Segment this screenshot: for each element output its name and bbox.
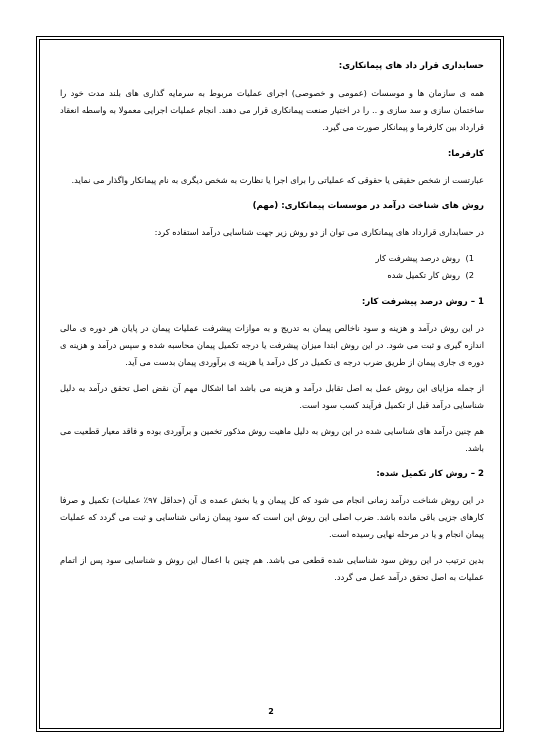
paragraph-percent-complete-1: در این روش درآمد و هزینه و سود ناخالص پیمان به تدریج و به موازات پیشرفت عملیات پیمان در پایان هر دوره ی مالی اندازه گیری و ثبت می شود. در این روش ابتدا میزان پیشرفت یا درجه تکمیل پیمان محاسبه شده و سپس درآمد و هزینه ی دوره ی جاری پیمان از طریق ضرب درجه ی تکمیل در کل درآمد یا هزینه ی برآوردی پیمان بدست می آید. — [60, 323, 484, 367]
paragraph-employer: عبارتست از شخص حقیقی یا حقوقی که عملیاتی را برای اجرا یا نظارت به شخص دیگری به نام پیمانکار واگذار می نماید. — [71, 175, 484, 185]
list-item — [60, 250, 474, 267]
list-item-number: 2) — [465, 270, 474, 280]
paragraph-percent-complete-2: از جمله مزایای این روش عمل به اصل تقابل درآمد و هزینه می باشد اما اشکال مهم آن نقض اصل تحقق درآمد به دلیل شناسایی درآمد قبل از تکمیل فرآیند کسب سود است. — [60, 383, 484, 410]
paragraph-completed-contract-1: در این روش شناخت درآمد زمانی انجام می شود که کل پیمان و یا بخش عمده ی آن (حداقل ۹۷٪ عملیات) تکمیل و صرفا کارهای جزیی باقی مانده باشد. ضرب اصلی این روش این است که سود پیمان زمانی شناسایی و ثبت می گردد که عملیات پیمان انجام و یا در مرحله نهایی رسیده است. — [60, 495, 484, 539]
list-item-label: روش درصد پیشرفت کار — [375, 253, 460, 263]
heading-revenue-methods: روش های شناخت درآمد در موسسات پیمانکاری: (مهم) — [252, 201, 484, 211]
heading-employer: کارفرما: — [447, 149, 484, 159]
list-item — [60, 267, 474, 284]
paragraph-contract-accounting: همه ی سازمان ها و موسسات (عمومی و خصوصی) اجرای عملیات مربوط به سرمایه گذاری های بلند مدت خود را ساختمان سازی و سد سازی و .. را در اختیار صنعت پیمانکاری قرار می دهند. انجام عملیات اجرایی معمولا به واسطه انعقاد قرارداد بین کارفرما و پیمانکار صورت می گیرد. — [60, 88, 484, 132]
heading-completed-contract: 2 – روش کار تکمیل شده: — [376, 469, 484, 479]
list-item-label: روش کار تکمیل شده — [387, 270, 460, 280]
methods-list — [60, 250, 484, 284]
list-item-number: 1) — [465, 253, 474, 263]
page-number: 2 — [268, 707, 274, 716]
heading-contract-accounting: حسابداری قرار داد های پیمانکاری: — [338, 61, 484, 71]
document-body — [60, 58, 484, 586]
paragraph-percent-complete-3: هم چنین درآمد های شناسایی شده در این روش به دلیل ماهیت روش مذکور تخمین و برآوردی بوده و فاقد معیار قطعیت می باشد. — [60, 426, 484, 453]
paragraph-revenue-methods-intro: در حسابداری قرارداد های پیمانکاری می توان از دو روش زیر جهت شناسایی درآمد استفاده کرد: — [154, 227, 484, 237]
heading-percent-complete: 1 – روش درصد پیشرفت کار: — [361, 297, 484, 307]
paragraph-completed-contract-2: بدین ترتیب در این روش سود شناسایی شده قطعی می باشد. هم چنین با اعمال این روش و شناسایی سود پس از اتمام عملیات به اصل تحقق درآمد عمل می گردد. — [60, 555, 484, 582]
